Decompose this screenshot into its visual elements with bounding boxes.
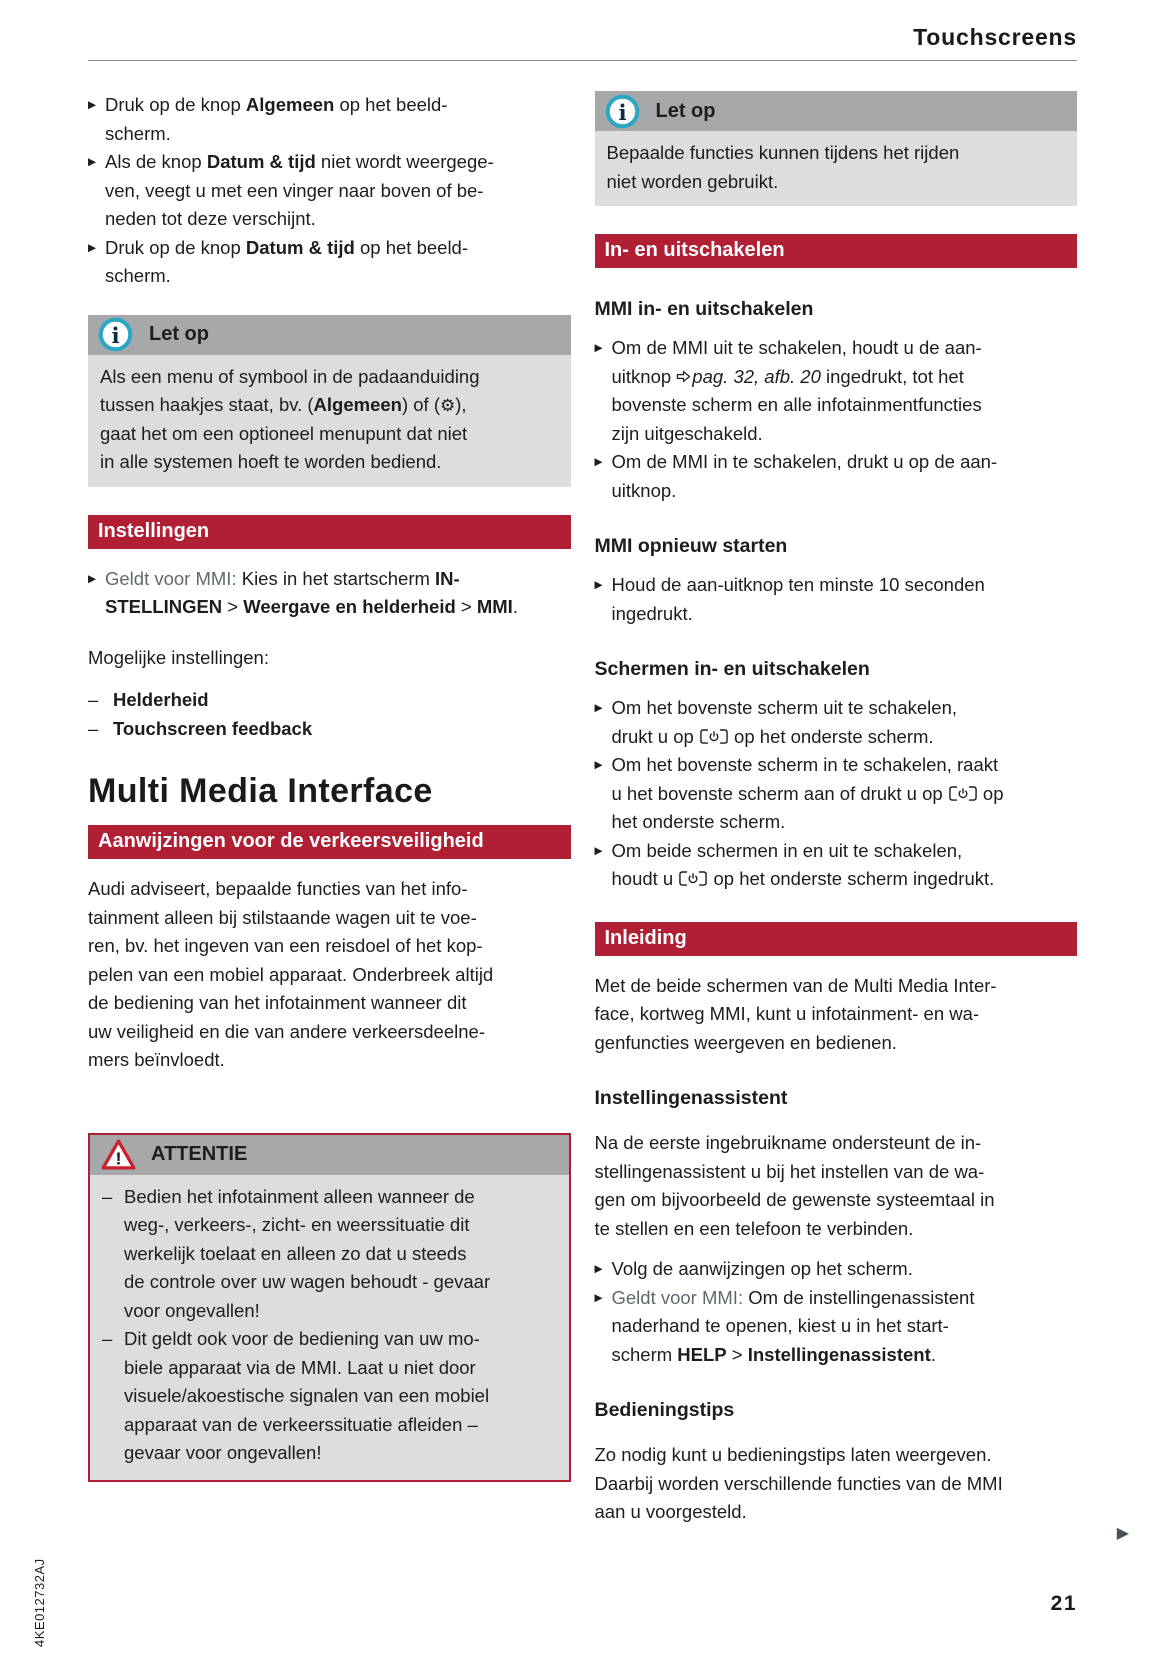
warning-item <box>102 1183 557 1326</box>
note-box-body: Als een menu of symbool in de padaanduiding tussen haakjes staat, bv. (Algemeen) of (⚙), gaat het om een optioneel menupunt dat niet in alle systemen hoeft te worden bediend. <box>88 355 571 487</box>
bullet-list <box>595 571 1078 628</box>
list-item <box>88 686 571 715</box>
info-icon <box>605 94 640 129</box>
bullet-list <box>595 334 1078 505</box>
power-key-icon <box>700 729 728 749</box>
content-columns <box>88 61 1077 1527</box>
bullet-marker-icon: ▶ <box>88 156 97 168</box>
dash-marker: – <box>88 689 99 710</box>
list-item <box>595 448 1078 505</box>
paragraph: Audi adviseert, bepaalde functies van het info- tainment alleen bij stilstaande wagen uit te voe- ren, bv. het ingeven van een reisdoel of het kop- pelen van een mobiel apparaat. Onderbreek altijd de bediening van het infotainment wanneer dit uw veiligheid en die van andere verkeersdeelne- mers beïnvloedt. <box>88 878 494 1070</box>
dash-marker: – <box>102 1185 113 1207</box>
bullet-marker-icon: ▶ <box>594 1263 603 1275</box>
bullet-marker-icon: ▶ <box>88 99 97 111</box>
svg-text:!: ! <box>115 1148 122 1169</box>
list-item-text: Geldt voor MMI: Om de instellingenassistent naderhand te openen, kiest u in het start- scherm HELP > Instellingenassistent. <box>611 1286 975 1365</box>
left-column <box>88 91 571 1527</box>
ref-arrow-icon <box>676 369 691 388</box>
document-code: 4KE012732AJ <box>32 1558 47 1647</box>
list-item-text: Druk op de knop Datum & tijd op het beeld- scherm. <box>105 236 469 286</box>
dash-list <box>88 686 571 743</box>
dash-marker: – <box>88 717 99 739</box>
list-item <box>595 334 1078 448</box>
bullet-marker-icon: ▶ <box>594 579 603 591</box>
page-header <box>88 24 1077 61</box>
warning-box-header <box>90 1135 569 1175</box>
note-box-title: Let op <box>149 323 209 346</box>
list-item-text: Als de knop Datum & tijd niet wordt weergege- ven, veegt u met een vinger naar boven of be- neden tot deze verschijnt. <box>105 151 494 229</box>
note-box-header <box>88 315 571 355</box>
paragraph: Na de eerste ingebruikname ondersteunt de in- stellingenassistent u bij het instellen van de wa- gen om bijvoorbeeld de gewenste systeemtaal in te stellen en een telefoon te verbinden. <box>594 1132 995 1239</box>
list-item-text: Helderheid <box>113 689 209 710</box>
bullet-marker-icon: ▶ <box>594 702 603 714</box>
list-item <box>595 1255 1078 1284</box>
power-key-icon <box>679 871 707 891</box>
bullet-list <box>595 1255 1078 1369</box>
list-item <box>88 565 571 622</box>
warning-box-body <box>90 1175 569 1480</box>
paragraph: Met de beide schermen van de Multi Media Inter- face, kortweg MMI, kunt u infotainment- en wa- genfuncties weergeven en bedienen. <box>594 974 997 1053</box>
list-item-text: Om de MMI uit te schakelen, houdt u de aan- uitknop pag. 32, afb. 20 ingedrukt, tot het bovenste scherm en alle infotainmentfuncties zijn uitgeschakeld. <box>611 337 982 444</box>
bullet-list <box>595 694 1078 894</box>
note-box-title: Let op <box>655 99 716 122</box>
subsection-heading: Instellingenassistent <box>594 1087 788 1109</box>
list-item-text: Om de MMI in te schakelen, drukt u op de aan- uitknop. <box>611 451 998 501</box>
dash-marker: – <box>102 1328 113 1349</box>
section-header-safety: Aanwijzingen voor de verkeersveiligheid <box>88 825 571 859</box>
list-item-text: Druk op de knop Algemeen op het beeld- scherm. <box>105 94 448 144</box>
bullet-marker-icon: ▶ <box>594 759 603 771</box>
list-item <box>595 571 1078 628</box>
info-icon <box>98 317 133 352</box>
bullet-marker-icon: ▶ <box>88 572 97 585</box>
section-header-inleiding: Inleiding <box>595 922 1078 956</box>
gear-icon: ⚙ <box>440 396 456 415</box>
paragraph: Zo nodig kunt u bedieningstips laten weergeven. Daarbij worden verschillende functies van de MMI aan u voorgesteld. <box>594 1444 1003 1522</box>
list-item <box>595 694 1078 751</box>
list-item <box>88 148 571 234</box>
chapter-title: Multi Media Interface <box>88 772 433 810</box>
bullet-list <box>88 565 571 622</box>
list-item-text: Touchscreen feedback <box>113 717 313 739</box>
list-item-text: Geldt voor MMI: Kies in het startscherm IN- STELLINGEN > Weergave en helderheid > MMI. <box>105 567 518 617</box>
list-item <box>88 91 571 148</box>
bullet-marker-icon: ▶ <box>594 844 603 857</box>
bullet-marker-icon: ▶ <box>594 1291 603 1304</box>
bullet-list <box>88 91 571 291</box>
warning-item <box>102 1325 557 1468</box>
list-item <box>595 751 1078 837</box>
bullet-marker-icon: ▶ <box>88 241 97 254</box>
warning-item-text: Dit geldt ook voor de bediening van uw mo- biele apparaat via de MMI. Laat u niet door visuele/akoestische signalen van een mobiel apparaat van de verkeerssituatie afleiden – gevaar voor ongevallen! <box>124 1328 490 1463</box>
note-box-header <box>595 91 1078 131</box>
header-title: Touchscreens <box>913 24 1077 50</box>
list-item <box>88 715 571 744</box>
right-column <box>595 91 1078 1527</box>
warning-icon <box>100 1138 137 1171</box>
list-item-text: Om beide schermen in en uit te schakelen, houdt u op het onderste scherm ingedrukt. <box>611 839 995 889</box>
section-header-in-en-uitschakelen: In- en uitschakelen <box>595 234 1078 268</box>
subsection-heading: MMI opnieuw starten <box>594 535 788 557</box>
section-header-instellingen: Instellingen <box>88 515 571 549</box>
note-box <box>595 91 1078 206</box>
list-item <box>595 837 1078 894</box>
note-box <box>88 315 571 487</box>
svg-text:i: i <box>111 323 120 349</box>
paragraph: Mogelijke instellingen: <box>88 646 269 668</box>
subsection-heading: Bedieningstips <box>594 1399 735 1421</box>
subsection-heading: Schermen in- en uitschakelen <box>594 658 870 680</box>
list-item-text: Om het bovenste scherm in te schakelen, raakt u het bovenste scherm aan of drukt u op op het onderste scherm. <box>611 754 1004 832</box>
list-item-text: Om het bovenste scherm uit te schakelen, drukt u op op het onderste scherm. <box>611 697 958 747</box>
warning-item-text: Bedien het infotainment alleen wanneer de weg-, verkeers-, zicht- en weerssituatie dit werkelijk toelaat en alleen zo dat u steeds de controle over uw wagen behoudt - gevaar voor ongevallen! <box>124 1185 491 1321</box>
subsection-heading: MMI in- en uitschakelen <box>594 298 814 320</box>
bullet-marker-icon: ▶ <box>594 342 603 354</box>
list-item-text: Houd de aan-uitknop ten minste 10 seconden ingedrukt. <box>611 574 985 624</box>
power-key-icon <box>949 786 977 806</box>
warning-box <box>88 1133 571 1482</box>
page-number: 21 <box>1050 1592 1077 1615</box>
svg-text:i: i <box>617 100 627 126</box>
note-box-body: Bepaalde functies kunnen tijdens het rijden niet worden gebruikt. <box>595 131 1078 206</box>
bullet-marker-icon: ▶ <box>594 456 603 468</box>
list-item <box>595 1284 1078 1370</box>
warning-box-title: ATTENTIE <box>151 1143 248 1166</box>
list-item-text: Volg de aanwijzingen op het scherm. <box>611 1258 913 1279</box>
continuation-arrow-icon: ▶ <box>1116 1525 1129 1542</box>
list-item <box>88 234 571 291</box>
